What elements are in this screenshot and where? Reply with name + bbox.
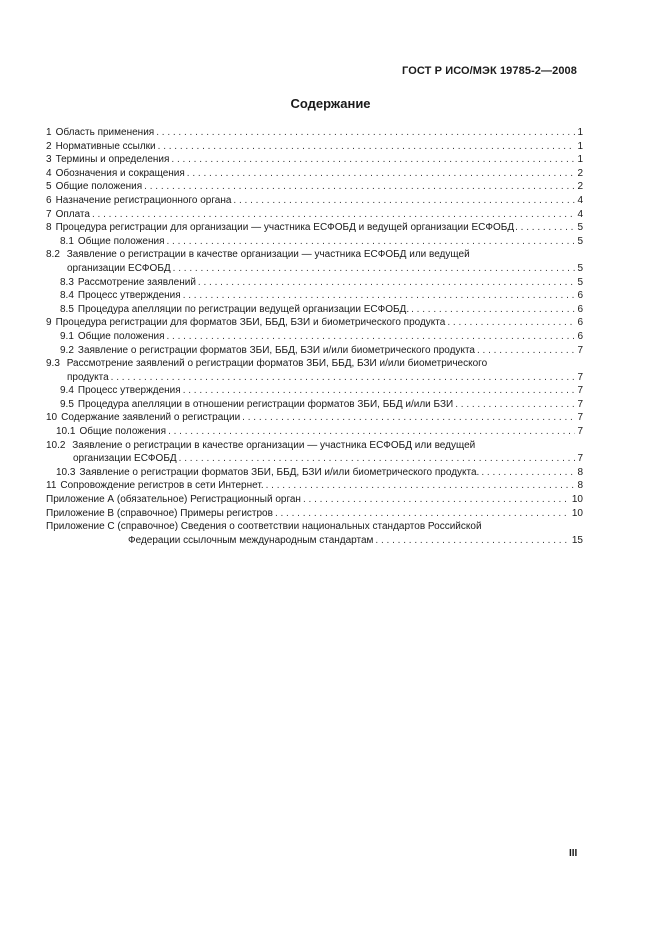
toc-leader <box>167 330 576 344</box>
toc-label: Процесс утверждения <box>77 385 181 397</box>
toc-number: 9.4 <box>60 385 74 397</box>
toc-number: 8.1 <box>60 235 74 247</box>
toc-number: 9.5 <box>60 398 74 410</box>
toc-page: 15 <box>571 534 583 546</box>
toc-label: Общие положения <box>77 235 165 247</box>
toc-page: 6 <box>577 330 583 342</box>
toc-label: Оплата <box>55 208 90 220</box>
toc-leader <box>111 371 576 385</box>
toc-leader <box>144 180 575 194</box>
toc-page: 2 <box>577 167 583 179</box>
toc-entry[interactable] <box>46 384 583 398</box>
toc-number: 6 <box>46 194 52 206</box>
toc-label: Назначение регистрационного органа <box>55 194 232 206</box>
toc-page: 5 <box>577 222 583 234</box>
toc-page: 10 <box>571 494 583 506</box>
toc-label: Обозначения и сокращения <box>55 167 185 179</box>
toc-page: 1 <box>577 127 583 138</box>
toc-number: 10.3 <box>56 466 76 478</box>
toc-leader <box>173 262 576 276</box>
toc-label: Процедура апелляции в отношении регистрации форматов ЗБИ, ББД и/или БЗИ <box>77 398 454 410</box>
toc-label-continued: организации ЕСФОБД <box>73 453 177 465</box>
toc-label: Общие положения <box>77 330 165 342</box>
document-header: ГОСТ Р ИСО/МЭК 19785-2—2008 <box>402 65 577 77</box>
toc-entry-annex[interactable] <box>46 520 583 547</box>
toc-number: 9 <box>46 317 52 329</box>
toc-page: 8 <box>577 480 583 492</box>
toc-number: 10 <box>46 412 58 424</box>
toc-entry[interactable] <box>46 439 583 466</box>
toc-page: 4 <box>577 194 583 206</box>
toc-entry[interactable] <box>46 180 583 194</box>
toc-page: 7 <box>577 344 583 356</box>
toc-leader <box>179 452 576 466</box>
toc-leader <box>411 303 575 317</box>
toc-leader <box>167 235 576 249</box>
toc-entry[interactable] <box>46 208 583 222</box>
toc-leader <box>375 534 569 548</box>
toc-entry-annex[interactable] <box>46 507 583 521</box>
toc-number: 1 <box>46 127 52 138</box>
toc-label: Приложение А (обязательное) Регистрационный орган <box>46 494 301 506</box>
toc-number: 8.3 <box>60 276 74 288</box>
toc-number: 2 <box>46 140 52 152</box>
toc-label-continued: Федерации ссылочным международным стандартам <box>128 534 374 546</box>
toc-page: 7 <box>577 426 583 438</box>
toc-entry[interactable] <box>46 194 583 208</box>
toc-label: Нормативные ссылки <box>55 140 156 152</box>
toc-leader <box>455 398 575 412</box>
toc-label: Общие положения <box>55 181 143 193</box>
toc-page: 7 <box>577 453 583 465</box>
toc-leader <box>447 316 575 330</box>
toc-number: 9.2 <box>60 344 74 356</box>
toc-number: 7 <box>46 208 52 220</box>
toc-entry[interactable] <box>46 425 583 439</box>
toc-leader <box>515 221 576 235</box>
toc-number: 9.1 <box>60 330 74 342</box>
toc-entry[interactable] <box>46 330 583 344</box>
toc-number: 8.4 <box>60 290 74 302</box>
toc-leader <box>242 411 575 425</box>
toc-number: 8.5 <box>60 303 74 315</box>
toc-entry-annex[interactable] <box>46 493 583 507</box>
toc-leader <box>233 194 575 208</box>
toc-leader <box>168 425 575 439</box>
toc-page: 5 <box>577 276 583 288</box>
toc-entry[interactable] <box>46 153 583 167</box>
toc-page: 5 <box>577 262 583 274</box>
toc-leader <box>303 493 570 507</box>
toc-label: Приложение С (справочное) Сведения о соответствии национальных стандартов Российской <box>46 521 482 533</box>
toc-entry[interactable] <box>46 248 583 275</box>
toc-entry[interactable] <box>46 289 583 303</box>
page-number: III <box>569 848 578 859</box>
toc-label: Приложение В (справочное) Примеры регистров <box>46 507 273 519</box>
toc-page: 1 <box>577 140 583 152</box>
toc-entry[interactable] <box>46 221 583 235</box>
toc-entry[interactable] <box>46 344 583 358</box>
toc-page: 4 <box>577 208 583 220</box>
toc-label: Заявление о регистрации в качестве организации — участника ЕСФОБД или ведущей <box>72 439 476 451</box>
toc-entry[interactable] <box>46 235 583 249</box>
toc-page: 10 <box>571 507 583 519</box>
toc-label: Термины и определения <box>55 154 170 166</box>
toc-entry[interactable] <box>46 316 583 330</box>
toc-entry[interactable] <box>46 140 583 154</box>
toc-leader <box>171 153 575 167</box>
toc-number: 8 <box>46 222 52 234</box>
toc-leader <box>198 276 576 290</box>
toc-label: Заявление о регистрации форматов ЗБИ, ББД, БЗИ и/или биометрического продукта. <box>79 466 480 478</box>
toc-page: 5 <box>577 235 583 247</box>
toc-leader <box>156 126 575 140</box>
toc-entry[interactable] <box>46 357 583 384</box>
toc-page: 2 <box>577 181 583 193</box>
toc-label: Сопровождение регистров в сети Интернет. <box>60 480 264 492</box>
toc-number: 5 <box>46 181 52 193</box>
toc-label-continued: продукта <box>67 371 109 383</box>
toc-leader <box>187 167 576 181</box>
toc-entry[interactable] <box>46 479 583 493</box>
toc-label: Процесс утверждения <box>77 290 181 302</box>
toc-page: 6 <box>577 303 583 315</box>
toc-leader <box>183 384 576 398</box>
toc-label: Содержание заявлений о регистрации <box>61 412 241 424</box>
toc-page: 6 <box>577 317 583 329</box>
toc-label: Процедура апелляции по регистрации ведущей организации ЕСФОБД. <box>77 303 410 315</box>
toc-leader <box>266 479 576 493</box>
toc-leader <box>183 289 576 303</box>
toc-label: Область применения <box>55 127 155 138</box>
toc-label: Рассмотрение заявлений о регистрации форматов ЗБИ, ББД, БЗИ и/или биометрического <box>66 358 488 370</box>
toc-label: Общие положения <box>79 426 167 438</box>
toc-number: 11 <box>46 480 57 492</box>
toc-entry[interactable] <box>46 126 583 140</box>
toc-label: Процедура регистрации для организации — участника ЕСФОБД и ведущей организации ЕСФОБД <box>55 222 515 234</box>
toc-label: Заявление о регистрации в качестве организации — участника ЕСФОБД или ведущей <box>66 249 470 261</box>
toc-entry[interactable] <box>46 276 583 290</box>
toc-page: 6 <box>577 290 583 302</box>
toc-number: 3 <box>46 154 52 166</box>
toc-page: 7 <box>577 385 583 397</box>
toc-entry[interactable] <box>46 398 583 412</box>
toc-number: 9.3 <box>46 358 60 370</box>
toc-page: 8 <box>577 466 583 478</box>
toc-number: 4 <box>46 167 52 179</box>
toc-page: 7 <box>577 398 583 410</box>
toc-leader <box>158 140 576 154</box>
toc-label-continued: организации ЕСФОБД <box>67 262 171 274</box>
table-of-contents <box>46 126 583 547</box>
page-title: Содержание <box>290 96 371 111</box>
toc-label: Заявление о регистрации форматов ЗБИ, ББД, БЗИ и/или биометрического продукта <box>77 344 475 356</box>
toc-number: 10.1 <box>56 426 76 438</box>
toc-label: Рассмотрение заявлений <box>77 276 196 288</box>
toc-leader <box>275 507 570 521</box>
toc-leader <box>477 344 575 358</box>
toc-entry[interactable] <box>46 466 583 480</box>
toc-entry[interactable] <box>46 411 583 425</box>
toc-page: 1 <box>577 154 583 166</box>
toc-leader <box>92 208 575 222</box>
toc-leader <box>481 466 575 480</box>
toc-number: 10.2 <box>46 439 66 451</box>
toc-label: Процедура регистрации для форматов ЗБИ, ББД, БЗИ и биометрического продукта <box>55 317 446 329</box>
toc-number: 8.2 <box>46 249 60 261</box>
toc-entry[interactable] <box>46 167 583 181</box>
toc-page: 7 <box>577 412 583 424</box>
toc-page: 7 <box>577 371 583 383</box>
toc-entry[interactable] <box>46 303 583 317</box>
